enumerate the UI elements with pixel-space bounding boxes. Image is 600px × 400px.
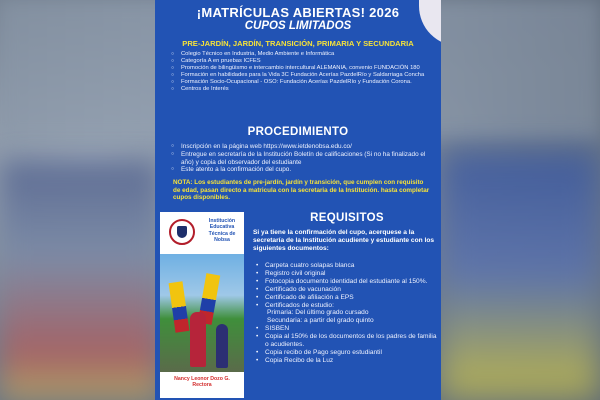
school-name: Institución Educativa Técnica de Nobsa [208, 218, 236, 243]
requirement-subitem: Secundaria: a partir del grado quinto [267, 317, 374, 325]
requirements-list [255, 262, 439, 365]
student-figure [190, 312, 206, 367]
feature-item: ○ Colegio Técnico en Industria, Medio Ambiente e Informática [171, 51, 433, 58]
requirements-heading: REQUISITOS [310, 212, 384, 224]
students-parade-image [160, 254, 244, 372]
enrollment-flyer [155, 0, 441, 400]
school-photo-card [160, 212, 244, 398]
rector-name: Nancy Leonor Dozo G. Rectora [174, 376, 230, 389]
requirement-item: • Copia recibo de Pago seguro estudiantil [255, 349, 439, 357]
requirement-item: • SISBEN [255, 325, 439, 333]
colombia-flag-icon [169, 281, 190, 332]
requirement-item: • Certificado de vacunación [255, 286, 439, 294]
feature-item: ○ Formación Socio-Ocupacional - OSO: Fundación Acerías PazdelRío y Fundación Corona. [171, 79, 433, 86]
feature-item: ○ Centros de Interés [171, 86, 433, 93]
flyer-subtitle: CUPOS LIMITADOS [244, 20, 352, 32]
grade-levels: PRE-JARDÍN, JARDÍN, TRANSICIÓN, PRIMARIA Y SECUNDARIA [182, 39, 414, 48]
background-blur-right [440, 150, 600, 400]
requirement-item: • Fotocopia documento identidad del estudiante al 150%. [255, 278, 439, 286]
requirement-item: • Copia al 150% de los documentos de los padres de familia o acudientes. [255, 333, 439, 349]
requirement-item: • Registro civil original [255, 270, 439, 278]
flyer-title: ¡MATRÍCULAS ABIERTAS! 2026 [196, 5, 400, 20]
procedure-steps [171, 143, 433, 174]
features-list [171, 51, 433, 93]
requirement-item: • Carpeta cuatro solapas blanca [255, 262, 439, 270]
procedure-note: NOTA: Los estudiantes de pre-jardín, jardín y transición, que cumplen con requisito de edad, pasan directo a matricula con la secretaria de la Institución. hasta completar cupos disponibles. [173, 179, 430, 202]
requirement-item: • Certificados de estudio: [255, 302, 439, 310]
feature-item: ○ Promoción de bilingüismo e intercambio intercultural ALEMANIA, convenio FUNDACIÓN 180 [171, 65, 433, 72]
requirement-item: • Certificado de afiliación a EPS [255, 294, 439, 302]
feature-item: ○ Formación en habilidades para la Vida 3C Fundación Acerías PazdelRío y Saldarriaga Concha [171, 72, 433, 79]
procedure-step: ○ Inscripción en la página web https://www.ietdenobsa.edu.co/ [171, 143, 433, 151]
procedure-step: ○ Este atento a la confirmación del cupo. [171, 166, 433, 174]
procedure-step: ○ Entregue en secretaría de la Institución Boletín de calificaciones (Si no ha finalizado el año) y copia del observador del estudiante [171, 151, 433, 167]
requirements-intro: Si ya tiene la confirmación del cupo, acerquese a la secretaría de la Institución acudiente y estudiante con los siguientes documentos: [253, 229, 435, 252]
procedure-heading: PROCEDIMIENTO [247, 126, 349, 138]
feature-item: ○ Categoría A en pruebas ICFES [171, 58, 433, 65]
student-figure [216, 324, 228, 368]
school-shield-icon [169, 219, 195, 245]
requirement-subitem: Primaria: Del último grado cursado [267, 309, 369, 317]
requirement-item: • Copia Recibo de la Luz [255, 357, 439, 365]
background-blur-left [0, 160, 160, 400]
